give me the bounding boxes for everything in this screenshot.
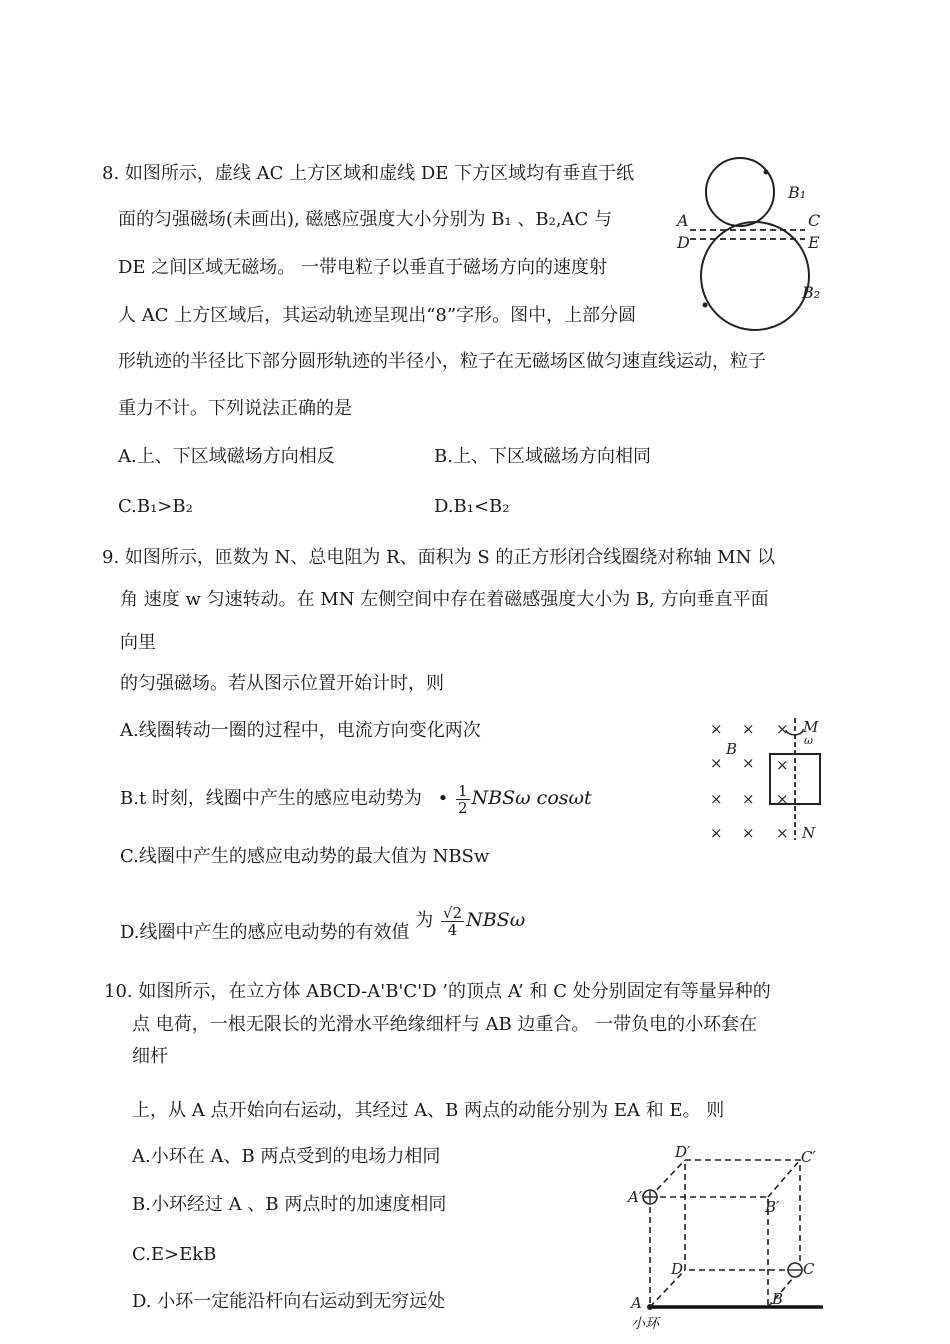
cross-mark: × (710, 790, 723, 808)
label-d: D (677, 233, 690, 252)
label-a: A (677, 211, 689, 230)
q8-option-b: B.上、下区域磁场方向相同 (434, 446, 651, 467)
upper-circle (706, 158, 774, 226)
q8-line-5: 形轨迹的半径比下部分圆形轨迹的半径小，粒子在无磁场区做匀速直线运动，粒子 (118, 351, 766, 372)
q9-option-b-dot: • (437, 788, 449, 809)
cross-mark: × (742, 754, 755, 772)
cross-mark: × (776, 790, 789, 808)
q10-cube-figure (625, 1142, 830, 1342)
cube-back-face (685, 1160, 800, 1270)
cross-mark: × (742, 720, 755, 738)
q10-line-4: 上，从 A 点开始向右运动，其经过 A、B 两点的动能分别为 EA 和 E。 则 (132, 1100, 725, 1121)
label-ring: 小环 (631, 1316, 659, 1332)
cube-front-face (650, 1197, 768, 1307)
q9-option-d-wei: 为 (415, 910, 434, 931)
ring-on-rod (647, 1304, 653, 1310)
q10-line-1: 10. 如图所示，在立方体 ABCD-A'B'C'D ’的顶点 A’ 和 C 处分别固定有等量异种的 (104, 981, 771, 1002)
q8-figure-eight-trajectory (670, 150, 830, 340)
fraction-denominator: 4 (447, 920, 458, 939)
q10-line-3: 细杆 (132, 1046, 168, 1067)
q8-line-1: 8. 如图所示，虚线 AC 上方区域和虚线 DE 下方区域均有垂直于纸 (102, 163, 635, 184)
label-b: B (772, 1290, 784, 1308)
q8-option-a: A.上、下区域磁场方向相反 (118, 446, 335, 467)
label-b1: B₁ (788, 183, 807, 202)
label-b-prime: B′ (765, 1198, 780, 1216)
cube-edge (768, 1160, 800, 1197)
label-d-prime: D′ (675, 1143, 691, 1161)
q9-option-b-text: B.t 时刻，线圈中产生的感应电动势为 (120, 788, 422, 809)
q9-option-d (120, 900, 525, 941)
q10-option-c: C.E>EkB (132, 1244, 217, 1265)
cross-mark: × (776, 756, 789, 774)
cross-mark: × (742, 824, 755, 842)
q10-option-d: D. 小环一定能沿杆向右运动到无穷远处 (132, 1291, 446, 1312)
label-b-field: B (726, 740, 738, 758)
q9-option-d-fraction (441, 905, 464, 938)
q9-line-3: 向里 (120, 632, 156, 653)
label-c-prime: C′ (801, 1148, 816, 1166)
q10-option-a: A.小环在 A、B 两点受到的电场力相同 (132, 1146, 441, 1167)
q8-option-d: D.B₁<B₂ (434, 496, 510, 517)
q9-line-4: 的匀强磁场。若从图示位置开始计时，则 (120, 673, 444, 694)
label-c: C (808, 211, 821, 230)
q8-line-6: 重力不计。下列说法正确的是 (118, 398, 352, 419)
q8-line-4: 人 AC 上方区域后，其运动轨迹呈现出“8”字形。图中，上部分圆 (118, 305, 637, 326)
label-e: E (808, 233, 820, 252)
q9-option-b-fraction (456, 783, 470, 816)
label-m: M (803, 718, 819, 736)
fraction-denominator: 2 (458, 798, 468, 817)
q9-line-1: 9. 如图所示，匝数为 N、总电阻为 R、面积为 S 的正方形闭合线圈绕对称轴 MN 以 (102, 547, 776, 568)
cross-mark: × (776, 824, 789, 842)
q8-option-c: C.B₁>B₂ (118, 496, 193, 517)
cross-mark: × (742, 790, 755, 808)
q9-option-b (120, 778, 592, 819)
particle-dot-lower (703, 303, 708, 308)
q8-line-3: DE 之间区域无磁场。 一带电粒子以垂直于磁场方向的速度射 (118, 257, 608, 278)
label-a: A (631, 1294, 642, 1312)
label-d: D (671, 1260, 684, 1278)
cross-mark: × (710, 824, 723, 842)
fraction-numerator: 1 (458, 781, 468, 800)
label-b2: B₂ (802, 283, 821, 302)
q9-option-c: C.线圈中产生的感应电动势的最大值为 NBSw (120, 846, 490, 867)
q9-option-a: A.线圈转动一圈的过程中，电流方向变化两次 (120, 720, 481, 741)
q9-coil-figure (700, 712, 830, 844)
label-c: C (803, 1260, 815, 1278)
q9-option-d-text: D.线圈中产生的感应电动势的有效值 (120, 922, 410, 943)
label-n: N (802, 824, 816, 842)
q9-line-2: 角 速度 w 匀速转动。在 MN 左侧空间中存在着磁感强度大小为 B, 方向垂直平面 (120, 589, 769, 610)
cross-mark: × (776, 720, 789, 738)
q9-option-d-expression: NBSω (466, 909, 526, 931)
label-a-prime: A′ (628, 1188, 643, 1206)
q10-line-2: 点 电荷，一根无限长的光滑水平绝缘细杆与 AB 边重合。 一带负电的小环套在 (132, 1014, 758, 1035)
cross-mark: × (710, 720, 723, 738)
q8-line-2: 面的匀强磁场(未画出), 磁感应强度大小分别为 B₁ 、B₂,AC 与 (118, 209, 613, 230)
particle-dot-upper (764, 170, 769, 175)
cross-mark: × (710, 754, 723, 772)
q9-option-b-expression: NBSω cosωt (471, 787, 592, 809)
fraction-numerator: √2 (442, 903, 463, 922)
q10-option-b: B.小环经过 A 、B 两点时的加速度相同 (132, 1194, 447, 1215)
label-omega: ω (804, 734, 813, 747)
